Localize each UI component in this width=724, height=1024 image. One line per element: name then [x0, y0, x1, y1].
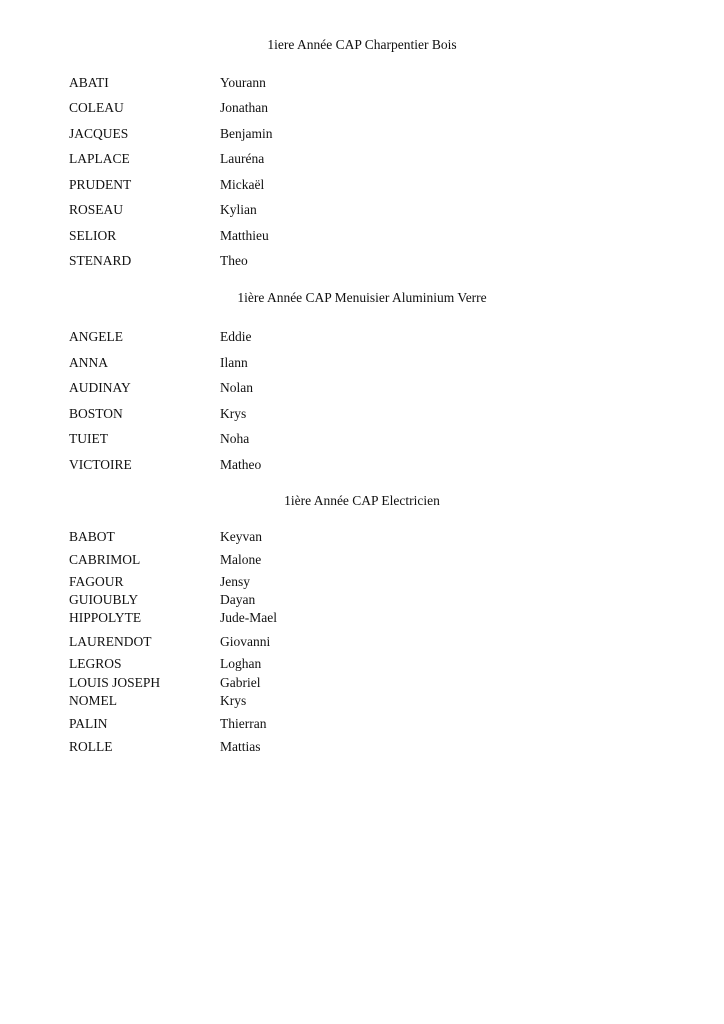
student-row [0, 431, 724, 447]
student-last-name: BABOT [69, 529, 115, 544]
student-last-name: JACQUES [69, 126, 129, 141]
student-row [0, 253, 724, 269]
student-last-name: VICTOIRE [69, 457, 132, 472]
student-last-name: COLEAU [69, 100, 124, 115]
student-first-name: Giovanni [220, 634, 271, 649]
student-row [0, 457, 724, 473]
student-row [0, 177, 724, 193]
student-first-name: Krys [220, 693, 247, 708]
student-first-name: Jensy [220, 574, 250, 589]
student-first-name: Mattias [220, 739, 261, 754]
section-title-electricien: 1ière Année CAP Electricien [284, 493, 440, 508]
student-last-name: STENARD [69, 253, 132, 268]
student-row [0, 634, 724, 650]
student-row [0, 228, 724, 244]
student-row [0, 380, 724, 396]
student-first-name: Malone [220, 552, 262, 567]
student-first-name: Benjamin [220, 126, 273, 141]
student-last-name: ANGELE [69, 329, 123, 344]
student-row [0, 552, 724, 568]
student-first-name: Keyvan [220, 529, 262, 544]
student-last-name: NOMEL [69, 693, 117, 708]
section-title-charpentier-bois: 1iere Année CAP Charpentier Bois [267, 37, 457, 52]
student-row [0, 100, 724, 116]
student-row [0, 610, 724, 626]
student-row [0, 202, 724, 218]
student-last-name: ROLLE [69, 739, 113, 754]
student-row [0, 592, 724, 608]
student-first-name: Matthieu [220, 228, 269, 243]
student-first-name: Matheo [220, 457, 262, 472]
student-first-name: Gabriel [220, 675, 261, 690]
student-row [0, 716, 724, 732]
student-last-name: HIPPOLYTE [69, 610, 142, 625]
student-last-name: AUDINAY [69, 380, 131, 395]
student-last-name: CABRIMOL [69, 552, 141, 567]
section-title-menuisier-aluminium-verre: 1ière Année CAP Menuisier Aluminium Verre [237, 290, 487, 305]
student-first-name: Dayan [220, 592, 256, 607]
student-last-name: LOUIS JOSEPH [69, 675, 161, 690]
student-row [0, 693, 724, 709]
student-last-name: LEGROS [69, 656, 122, 671]
student-row [0, 675, 724, 691]
student-row [0, 574, 724, 590]
student-first-name: Yourann [220, 75, 266, 90]
student-first-name: Jonathan [220, 100, 268, 115]
student-row [0, 151, 724, 167]
student-row [0, 329, 724, 345]
student-row [0, 656, 724, 672]
student-first-name: Theo [220, 253, 248, 268]
student-row [0, 355, 724, 371]
student-first-name: Jude-Mael [220, 610, 277, 625]
student-first-name: Loghan [220, 656, 262, 671]
student-first-name: Thierran [220, 716, 267, 731]
student-first-name: Lauréna [220, 151, 265, 166]
student-last-name: ABATI [69, 75, 109, 90]
student-first-name: Kylian [220, 202, 257, 217]
student-last-name: GUIOUBLY [69, 592, 139, 607]
student-last-name: ANNA [69, 355, 108, 370]
student-first-name: Mickaël [220, 177, 265, 192]
student-first-name: Eddie [220, 329, 252, 344]
student-first-name: Noha [220, 431, 250, 446]
student-row [0, 739, 724, 755]
student-row [0, 406, 724, 422]
student-last-name: SELIOR [69, 228, 117, 243]
student-last-name: LAPLACE [69, 151, 130, 166]
student-last-name: BOSTON [69, 406, 123, 421]
student-first-name: Ilann [220, 355, 248, 370]
student-row [0, 75, 724, 91]
student-last-name: FAGOUR [69, 574, 124, 589]
student-last-name: ROSEAU [69, 202, 124, 217]
student-row [0, 529, 724, 545]
student-first-name: Nolan [220, 380, 253, 395]
student-first-name: Krys [220, 406, 247, 421]
student-last-name: PRUDENT [69, 177, 132, 192]
student-last-name: LAURENDOT [69, 634, 152, 649]
student-row [0, 126, 724, 142]
student-last-name: TUIET [69, 431, 108, 446]
student-last-name: PALIN [69, 716, 108, 731]
